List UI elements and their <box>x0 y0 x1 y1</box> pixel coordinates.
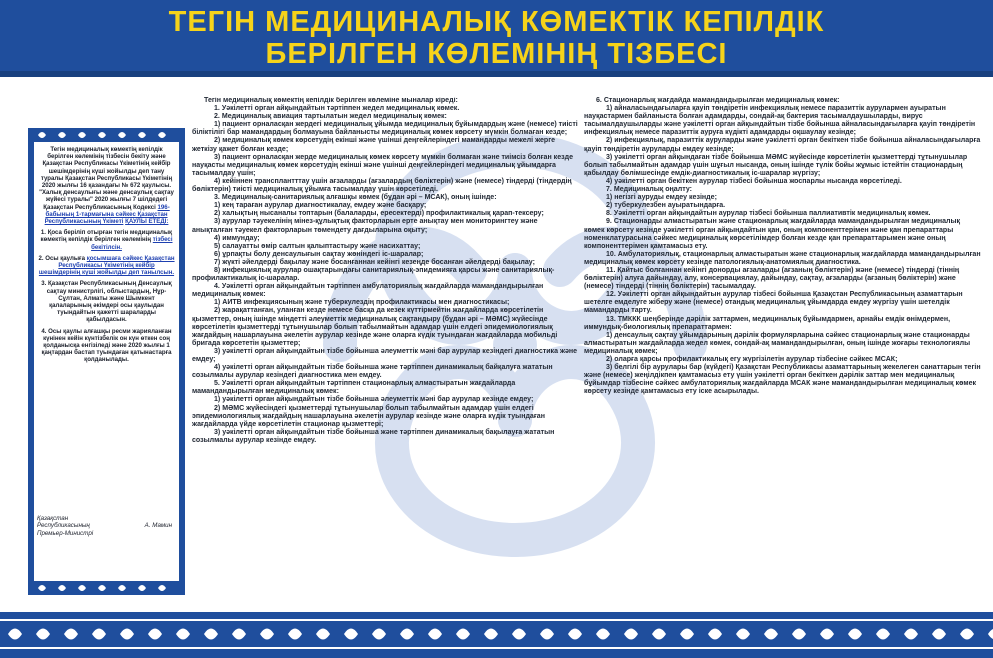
right-text-column <box>584 97 982 527</box>
right-column-paragraph: 1) денсаулық сақтау ұйымдарының дәрілік формулярларына сәйкес стационарлық және стационарды алмастыратын жағдайларда жедел көмек, сондай-ақ мамандандырылған, оның ішінде жоғары технологиялы медициналық көмек; <box>584 331 971 355</box>
header-ornament-border <box>0 71 993 77</box>
right-column-paragraph: 4) уәкілетті орган бекіткен аурулар тізбесі бойынша жоспарлы нысанда көрсетіледі. <box>606 177 902 185</box>
footer-ornament-motif <box>316 629 330 640</box>
middle-column-paragraph: 5) салауатты өмір салтын қалыптастыру және насихаттау; <box>214 242 421 250</box>
right-column-paragraph: 11. Қайтыс болғаннан кейінгі донорды ағзаларды (ағзаның бөліктерін) және (немесе) тіндерді (тіннің бөліктерін) алуға дайындау, алу, консервациялау, дайындау, сақтау, ағзаларды (ағзаның бөліктерін) және (немесе) тіндерді (тіннің бөліктерін) тасымалдау. <box>584 266 960 291</box>
middle-column-paragraph: 1) уәкілетті орган айқындайтын тізбе бойынша әлеуметтік мәні бар аурулар кезінде емдеу; <box>214 396 534 404</box>
footer-ornament-motif <box>792 629 806 640</box>
decree-intro-link[interactable]: 196-бабының 1-тармағына сәйкес Қазақстан Республикасының Үкіметі <box>44 203 170 226</box>
footer-ornament-motif <box>288 629 302 640</box>
footer-ornament-motif <box>932 629 946 640</box>
footer-ornament-motif <box>568 629 582 640</box>
middle-text-column <box>192 97 579 582</box>
signature-block <box>37 515 176 537</box>
page-title-line2: БЕРІЛГЕН КӨЛЕМІНІҢ ТІЗБЕСІ <box>265 38 728 70</box>
footer-ornament-motif <box>232 629 246 640</box>
footer-ornament-motif <box>596 629 610 640</box>
footer-ornament-motif <box>512 629 526 640</box>
decree-point-2-link[interactable]: қосымшаға сәйкес Қазақстан Республикасы Үкіметінің кейбір шешімдерінің күші жойылды деп танылсын. <box>38 254 175 277</box>
middle-column-paragraph: 3) пациент орналасқан жерде медициналық көмек көрсету мүмкін болмаған және тиімсіз болған кезде науқасты медициналық көмек көрсетудің екінші және үшінші деңгейлеріндегі медициналық ұйымдарға тасымалдау үшін; <box>192 153 574 177</box>
middle-column-paragraph: 7) жүкті әйелдерді бақылау және босанғаннан кейінгі кезеңде босанған әйелдерді бақылау; <box>214 258 535 266</box>
footer-ornament-motif <box>260 629 274 640</box>
footer-ornament-motif <box>36 629 50 640</box>
footer-ornament-motif <box>64 629 78 640</box>
decree-point-1: 1. Қоса беріліп отырған тегін медициналық көмектің кепілдік берілген көлемінің <box>40 229 173 244</box>
middle-column-paragraph: 1. Уәкілетті орган айқындайтын тәртіппен жедел медициналық көмек. <box>214 105 460 113</box>
decree-point-3: 3. Қазақстан Республикасының Денсаулық сақтау министрлігі, облыстардың, Нұр-Сұлтан, Алматы және Шымкент қалаларының әкімдері осы қаулыдан туындайтын қажетті шараларды қабылдасын. <box>41 280 172 324</box>
middle-column-paragraph: 1) кең тараған аурулар диагностикалау, емдеу және басқару; <box>214 202 427 210</box>
middle-column-paragraph: 3) уәкілетті орган айқындайтын тізбе бойынша әлеуметтік мәні бар аурулар кезіндегі диагностика және емдеу; <box>192 347 578 363</box>
signatory-title: Қазақстан Республикасының Премьер-Министрі <box>37 514 94 537</box>
footer-ornament-motif <box>848 629 862 640</box>
footer-ornament-motif <box>680 629 694 640</box>
signatory-name: А. Мамин <box>144 521 172 529</box>
right-column-paragraph: 3) белгілі бір аурулары бар (күйдегі) Қазақстан Республикасы азаматтарының жекелеген санаттарын тегін және (немесе) жеңілдікпен қамтамасыз ету үшін уәкілетті орган бекіткен дәрілік заттар мен медициналық бұйымдар тізбесіне сәйкес амбулаториялық жағдайларда МСАК және мамандандырылған медициналық көмек көрсету кезінде қамтамасыз ету іске асырылады. <box>584 364 981 396</box>
right-column-paragraph: 3) уәкілетті орган айқындаған тізбе бойынша МӘМС жүйесінде көрсетілетін қызметтерді тұтынушылар болып табылмайтын адамдар үшін шұғыл нысанда, оның ішінде түлік бойы жұмыс істейтін стационардың қабылдау бөлімшесінде емдік-диагностикалық іс-шаралар жүргізу; <box>584 153 968 177</box>
decree-intro: Тегін медициналық көмектің кепілдік берілген көлемінің тізбесін бекіту және Қазақстан Республикасы Үкіметінің кейбір шешімдерінің күші жойылды деп тану туралы Қазақстан Республикасы Үкіметінің 2020 жылғы 16 қазандағы № 672 қаулысы. "Халық денсаулығы және денсаулық сақтау жүйесі туралы" 2020 жылғы 7 шілдедегі Қазақстан Республикасының Кодексі <box>39 146 174 211</box>
footer-ornament-motif <box>708 629 722 640</box>
footer-ornament-motif <box>176 629 190 640</box>
right-column-paragraph: 8. Уәкілетті орган айқындайтын аурулар тізбесі бойынша паллиативтік медициналық көмек. <box>606 210 931 218</box>
left-decree-panel <box>28 128 185 595</box>
footer-ornament-motif <box>456 629 470 640</box>
footer-ornament-motif <box>960 629 974 640</box>
right-column-paragraph: 2) оларға қарсы профилактикалық егу жүргізілетін аурулар тізбесіне сәйкес МСАК; <box>606 356 898 363</box>
header-banner <box>0 0 993 74</box>
footer-ornament-motif <box>652 629 666 640</box>
decree-point-4: 4. Осы қаулы алғашқы ресми жарияланған күнінен кейін күнтізбелік он күн өткен соң қолданысқа енгізіледі және 2020 жылғы 1 қаңтардан бастап туындаған қатынастарға қолданылады. <box>41 327 172 364</box>
middle-column-paragraph: 2) МӘМС жүйесіндегі қызметтерді тұтынушылар болып табылмайтын адамдар үшін елдегі эпидемиологиялық жағдайдың нашарлауына әкелетін аурулар кезінде және оларға күдік туындаған жағдайларда үйде көрсетілетін стационар қызметтері; <box>192 404 545 428</box>
middle-column-paragraph: 2) халықтың нысаналы топтарын (балаларды, ересектерді) профилактикалық қарап-тексеру; <box>214 210 544 218</box>
right-column-paragraph: 13. ТМККК шеңберінде дәрілік заттармен, медициналық бұйымдармен, арнайы емдік өнімдермен, иммундық-биологиялық препараттармен: <box>584 315 951 331</box>
footer-ornament-motif <box>400 629 414 640</box>
footer-ornament-motif <box>204 629 218 640</box>
footer-ornament-motif <box>148 629 162 640</box>
decree-point-2: 2. Осы қаулыға <box>38 254 85 262</box>
right-column-paragraph: 1) айналасындағыларға қауіп төндіретін инфекциялық немесе паразиттік аурулармен ауыратын науқастармен байланыста болған адамдарды, сондай-ақ бактерия тасымалдаушыларды, вирус тасымалдаушыларды және уәкілетті орган айқындайтын тізбе бойынша айналасындағыларға қауіп төндіретін инфекциялық немесе паразиттік ауруға күдікті адамдарды оқшаулау кезінде; <box>584 105 976 137</box>
panel-bottom-ornament <box>28 581 185 595</box>
decree-resolves[interactable]: ҚАУЛЫ ЕТЕДІ: <box>125 218 169 226</box>
footer-ornament-motif <box>372 629 386 640</box>
right-column-paragraph: 1) негізгі ауруды емдеу кезінде; <box>606 194 717 202</box>
middle-column-paragraph: 3) уәкілетті орган айқындайтын тізбе бойынша және тәртіппен динамикалық бақылауға жататын созылмалы аурулар кезінде емдеу. <box>192 428 555 444</box>
right-column-paragraph: 2) туберкулезбен ауыратындарға. <box>606 202 726 210</box>
footer-ornament-motif <box>624 629 638 640</box>
decree-text-box <box>34 142 179 581</box>
decree-point-1-link[interactable]: тізбесі бекітілсін. <box>91 236 173 251</box>
footer-ornament-motif <box>988 629 993 640</box>
footer-ornament <box>0 619 993 649</box>
middle-column-paragraph: 6) ұрпақты болу денсаулығын сақтау жөніндегі іс-шаралар; <box>214 250 424 258</box>
footer-ornament-motif <box>484 629 498 640</box>
right-column-paragraph: 2) инфекциялық, паразиттік ауруларды және уәкілетті орган бекіткен тізбе бойынша айналасындағыларға қауіп төндіретін ауруларды емдеу кезінде; <box>584 137 981 153</box>
middle-column-paragraph: 1) пациент орналасқан жердегі медициналық ұйымда медициналық бұйымдардың және (немесе) тиісті біліктілігі бар мамандардың болмауына байланысты медициналық көмек көрсету мүмкін болмаған кезде; <box>192 121 578 137</box>
panel-top-ornament <box>28 128 185 142</box>
right-column-paragraph: 12. Уәкілетті орган айқындайтын аурулар тізбесі бойынша Қазақстан Республикасының азаматтарын шетелге емделуге жіберу және (немесе) отандық медициналық ұйымдарда емдеу жүргізу үшін шетелдік мамандарды тарту. <box>584 291 963 315</box>
right-column-paragraph: 7. Медициналық оңалту: <box>606 186 693 194</box>
footer-ornament-motif <box>764 629 778 640</box>
page-title-line1: ТЕГІН МЕДИЦИНАЛЫҚ КӨМЕКТІК КЕПІЛДІК <box>168 6 825 38</box>
footer-ornament-band <box>0 612 993 658</box>
footer-ornament-motif <box>820 629 834 640</box>
middle-column-paragraph: 4. Уәкілетті орган айқындайтын тәртіппен амбулаториялық жағдайларда мамандандырылған медициналық көмек: <box>192 283 544 299</box>
right-column-paragraph: 6. Стационарлық жағдайда мамандандырылған медициналық көмек: <box>596 97 840 104</box>
footer-ornament-motif <box>120 629 134 640</box>
middle-column-paragraph: 4) иммундау; <box>214 234 260 242</box>
middle-column-paragraph: 3) аурулар тәуекелінің мінез-құлықтық факторларын ерте анықтау мен мониторингтеу және анықталған тәуекел факторларын төмендету дағдыларына оқыту; <box>192 218 538 234</box>
middle-column-paragraph: 1) АИТВ инфекциясының және туберкулездің профилактикасы мен диагностикасы; <box>214 299 510 307</box>
footer-ornament-motif <box>92 629 106 640</box>
middle-column-paragraph: 4) уәкілетті орган айқындайтын тізбе бойынша және тәртіппен динамикалық байқалуға жататын созылмалы аурулар кезіндегі диагностика мен емдеу. <box>192 364 553 380</box>
footer-ornament-motif <box>904 629 918 640</box>
middle-column-paragraph: 5. Уәкілетті орган айқындайтын тәртіппен стационарлық алмастыратын жағдайларда мамандандырылған медициналық көмек: <box>192 380 516 396</box>
footer-ornament-motif <box>8 629 22 640</box>
footer-ornament-motif <box>736 629 750 640</box>
middle-column-paragraph: Тегін медициналық көмектің кепілдік берілген көлеміне мыналар кіреді: <box>204 97 458 104</box>
footer-ornament-motif <box>876 629 890 640</box>
right-column-paragraph: 9. Стационарды алмастыратын және стационарлық жағдайларда мамандандырылған медициналық көмек көрсету кезінде уәкілетті орган айқындайтын қан, оның компоненттерімен және қан препараттары номенклатурасына сәйкес медициналық көрсетілімдер болған кезде қан препараттарымен және оның компоненттерімен қамтамасыз ету. <box>584 218 961 250</box>
middle-column-paragraph: 2. Медициналық авиация тартылатын жедел медициналық көмек: <box>214 113 447 121</box>
middle-column-paragraph: 2) медициналық көмек көрсетудің екінші және үшінші деңгейлеріндегі мамандарды межелі жерге жеткізу қажет болған кезде; <box>192 137 556 153</box>
footer-ornament-motif <box>428 629 442 640</box>
middle-column-paragraph: 4) кейіннен трансплантттау үшін ағзаларды (ағзалардың бөліктерін) және (немесе) тіндерді (тіндердің бөліктерін) тиісті медициналық ұйымға тасымалдау үшін көрсетіледі. <box>192 177 572 194</box>
middle-column-paragraph: 3. Медициналық-санитариялық алғашқы көмек (бұдан әрі – МСАК), оның ішінде: <box>214 194 497 202</box>
right-column-paragraph: 10. Амбулаториялық, стационарлық алмастыратын және стационарлық жағдайларда мамандандырылған медициналық көмек көрсету кезінде патологиялық-анатомиялық диагностика. <box>584 250 981 266</box>
footer-ornament-motif <box>344 629 358 640</box>
middle-column-paragraph: 8) инфекциялық аурулар ошақтарындағы санитариялық-эпидемияға қарсы және санитариялық-профилактикалық іс-шаралар. <box>192 266 555 283</box>
footer-ornament-motif <box>540 629 554 640</box>
middle-column-paragraph: 2) жарақаттанған, уланған кезде немесе басқа да кезек күттірмейтін жағдайларда көрсетілетін қызметтер, оның ішінде міндетті әлеуметтік медициналық сақтандыру (бұдан әрі – МӘМС) жүйесінде көрсетілетін қызметтерді тұтынушылар болып табылмайтын адамдар үшін елдегі эпидемиологиялық жағдайдың нашарлауына әкелетін аурулар кезінде және оларға күдік туындаған жағдайларда мобильді бригада көрсететін қызметтер; <box>192 307 558 347</box>
